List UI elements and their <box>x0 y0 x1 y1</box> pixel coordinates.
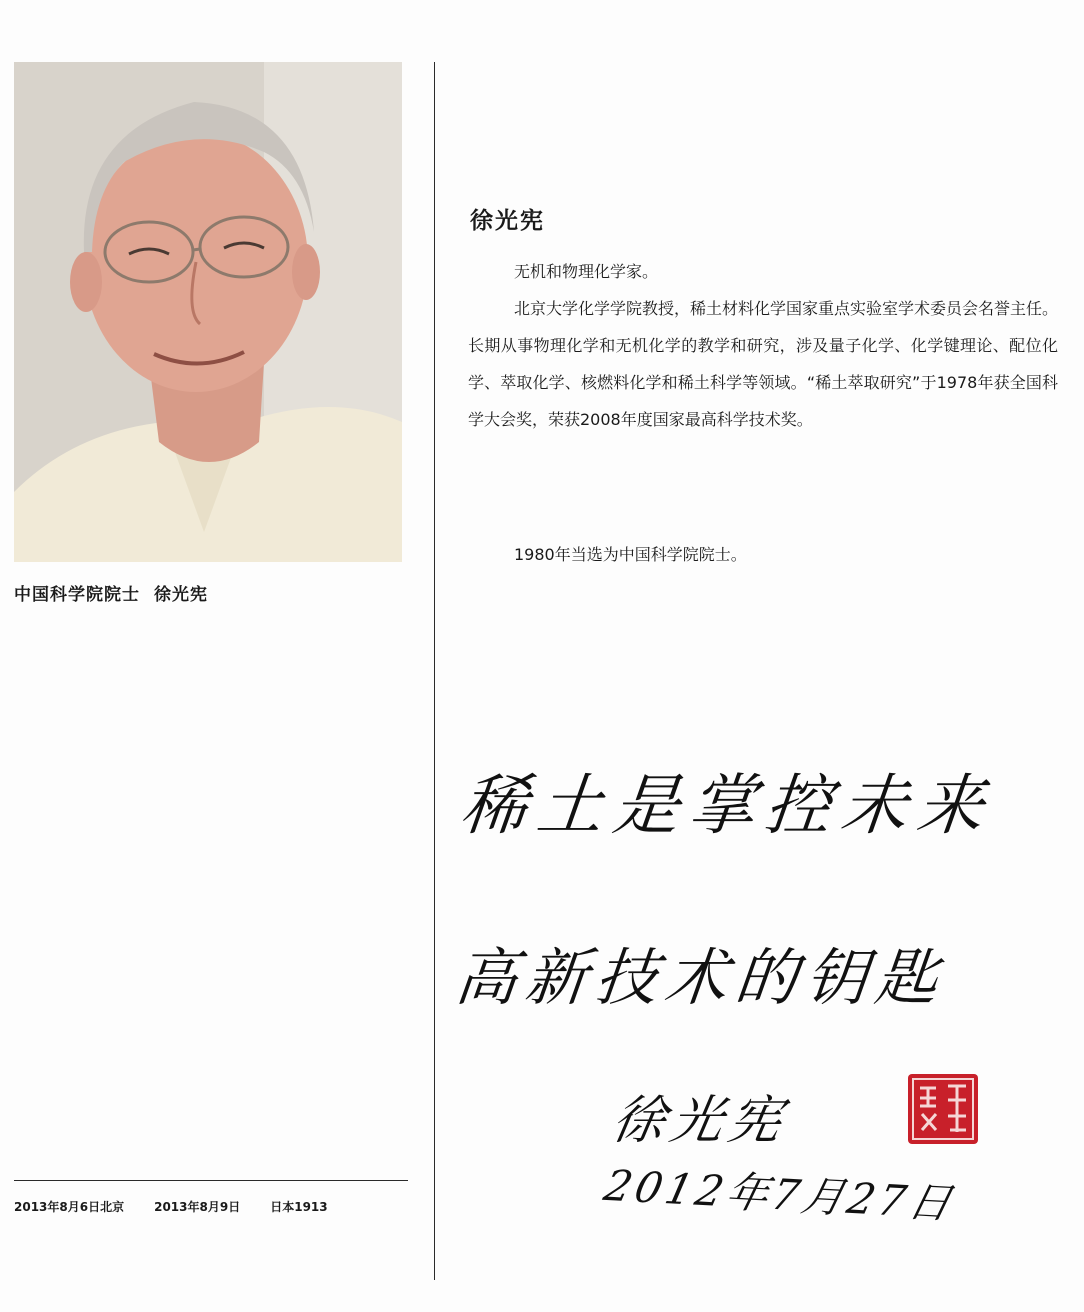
vertical-divider <box>434 62 435 1280</box>
portrait-illustration <box>14 62 402 562</box>
footer-rule <box>14 1180 408 1181</box>
calligraphy-date: 2012年7月27日 <box>599 1160 961 1229</box>
calligraphy-line-1: 稀土是掌控未来 <box>457 767 998 844</box>
calligraphy-signature: 徐光宪 <box>607 1091 793 1151</box>
bio-paragraph: 北京大学化学学院教授，稀土材料化学国家重点实验室学术委员会名誉主任。长期从事物理化学和无机化学的教学和研究，涉及量子化学、化学键理论、配位化学、萃取化学、核燃料化学和稀土科学等领域。“稀土萃取研究”于1978年获全国科学大会奖，荣获2008年度国家最高科学技术奖。 <box>468 299 1059 429</box>
footer-item: 2013年8月6日北京 <box>14 1200 125 1214</box>
seal-stamp-icon <box>906 1072 980 1146</box>
bio-role: 无机和物理化学家。 <box>514 262 659 281</box>
caption-name: 徐光宪 <box>154 585 208 605</box>
footer-item: 2013年8月9日 <box>154 1200 241 1214</box>
bio-paragraph: 1980年当选为中国科学院院士。 <box>514 545 747 564</box>
portrait-photo <box>14 62 402 562</box>
footer-item: 日本1913 <box>270 1200 328 1214</box>
footer-row <box>14 1198 328 1215</box>
caption-title: 中国科学院院士 <box>14 585 140 605</box>
calligraphy-line-2: 高新技术的钥匙 <box>451 941 950 1014</box>
photo-caption <box>14 580 208 605</box>
bio-name: 徐光宪 <box>470 207 545 234</box>
seal-graphic <box>906 1072 980 1146</box>
